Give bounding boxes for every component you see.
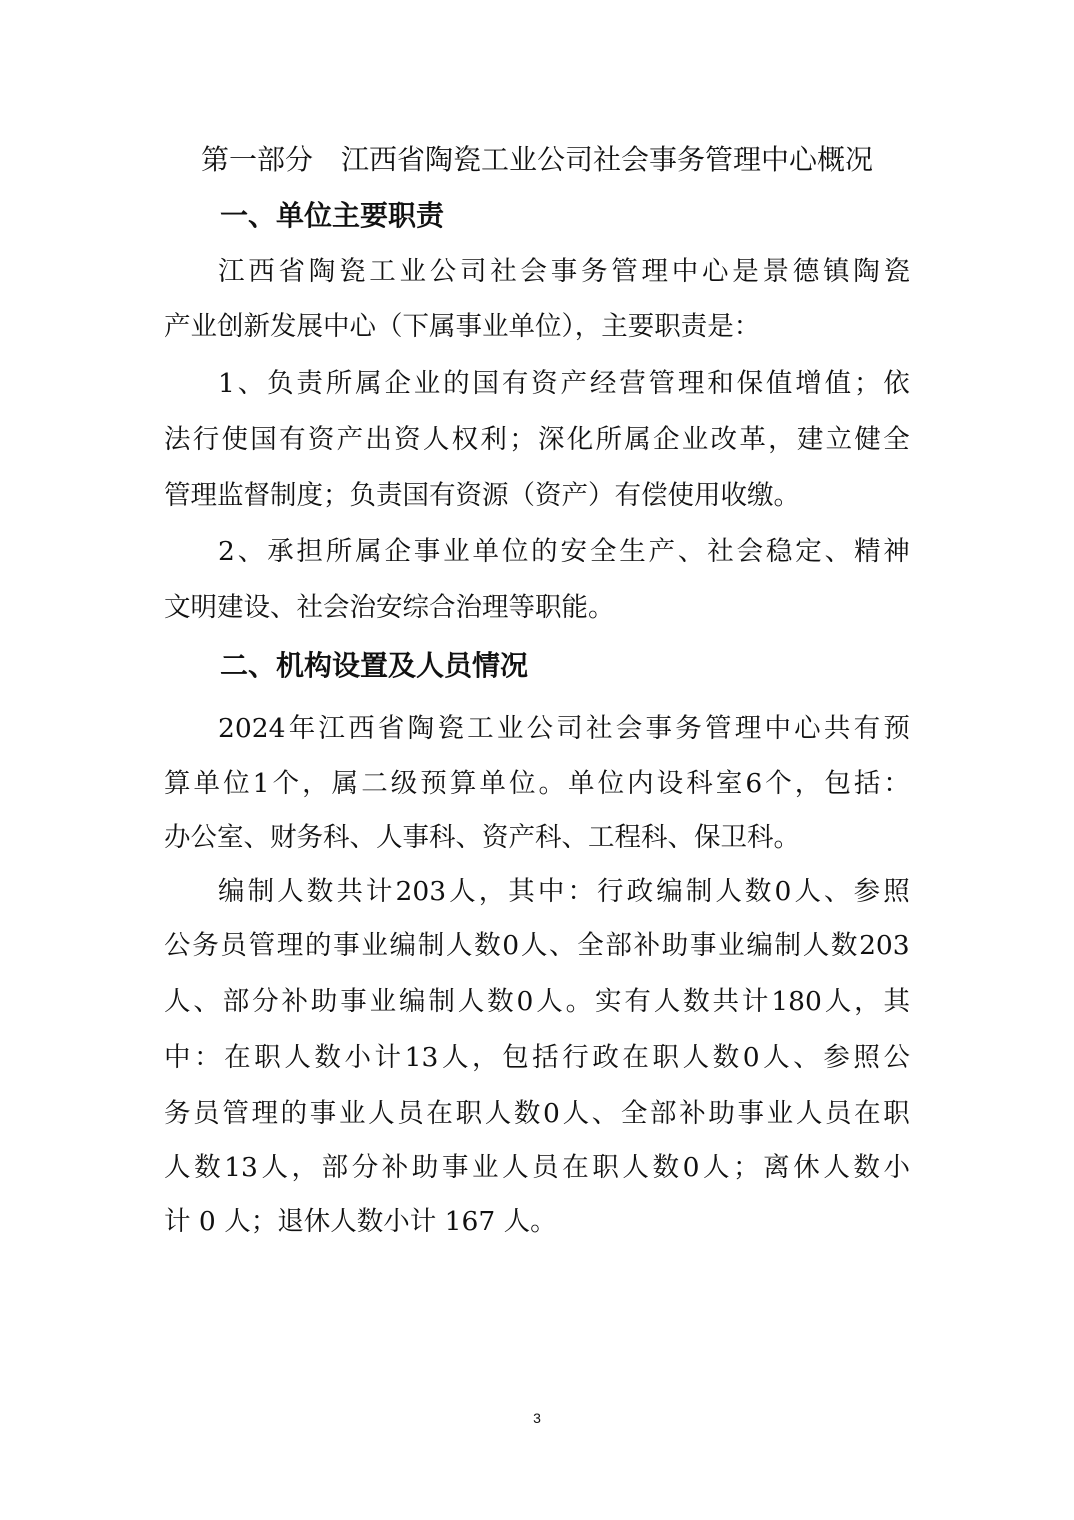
paragraph-line: 计 0 人；退休人数小计 167 人。 bbox=[164, 1206, 557, 1237]
paragraph-line: 文明建设、社会治安综合治理等职能。 bbox=[164, 592, 615, 623]
paragraph-line: 办公室、财务科、人事科、资产科、工程科、保卫科。 bbox=[164, 822, 800, 853]
paragraph-line: 管理监督制度；负责国有资源（资产）有偿使用收缴。 bbox=[164, 480, 800, 511]
page-title: 第一部分 江西省陶瓷工业公司社会事务管理中心概况 bbox=[200, 143, 873, 176]
paragraph-line: 2 、 承 担 所 属 企 事 业 单 位 的 安 全 生 产 、 社 会 稳 定 、 精 神 bbox=[218, 536, 910, 567]
paragraph-line: 中 ： 在 职 人 数 小 计 13 人 ， 包 括 行 政 在 职 人 数 0 人 、 参 照 公 bbox=[164, 1042, 910, 1073]
paragraph-line: 公 务 员 管 理 的 事 业 编 制 人 数 0 人 、 全 部 补 助 事 业 编 制 人 数 203 bbox=[164, 930, 910, 961]
page-number: 3 bbox=[533, 1410, 541, 1426]
paragraph-line: 人 、 部 分 补 助 事 业 编 制 人 数 0 人 。 实 有 人 数 共 计 180 人 ， 其 bbox=[164, 986, 910, 1017]
paragraph-line: 1 、 负 责 所 属 企 业 的 国 有 资 产 经 营 管 理 和 保 值 增 值 ； 依 bbox=[218, 368, 910, 399]
paragraph-line: 产业创新发展中心（下属事业单位），主要职责是： bbox=[164, 311, 761, 342]
paragraph-line: 法 行 使 国 有 资 产 出 资 人 权 利 ； 深 化 所 属 企 业 改 革 ， 建 立 健 全 bbox=[164, 424, 910, 455]
paragraph-line: 务 员 管 理 的 事 业 人 员 在 职 人 数 0 人 、 全 部 补 助 事 业 人 员 在 职 bbox=[164, 1098, 910, 1129]
paragraph-line: 算 单 位 1 个 ， 属 二 级 预 算 单 位 。 单 位 内 设 科 室 6 个 ， 包 括 ： bbox=[164, 768, 910, 799]
paragraph-line: 江 西 省 陶 瓷 工 业 公 司 社 会 事 务 管 理 中 心 是 景 德 镇 陶 瓷 bbox=[218, 256, 910, 287]
paragraph-line: 人 数 13 人 ， 部 分 补 助 事 业 人 员 在 职 人 数 0 人 ； 离 休 人 数 小 bbox=[164, 1152, 910, 1183]
section-heading-organization: 二、机构设置及人员情况 bbox=[220, 649, 529, 682]
paragraph-line: 2024 年 江 西 省 陶 瓷 工 业 公 司 社 会 事 务 管 理 中 心 共 有 预 bbox=[218, 713, 910, 744]
section-heading-duties: 一、单位主要职责 bbox=[220, 199, 445, 232]
paragraph-line: 编 制 人 数 共 计 203 人 ， 其 中 ： 行 政 编 制 人 数 0 人 、 参 照 bbox=[218, 876, 910, 907]
